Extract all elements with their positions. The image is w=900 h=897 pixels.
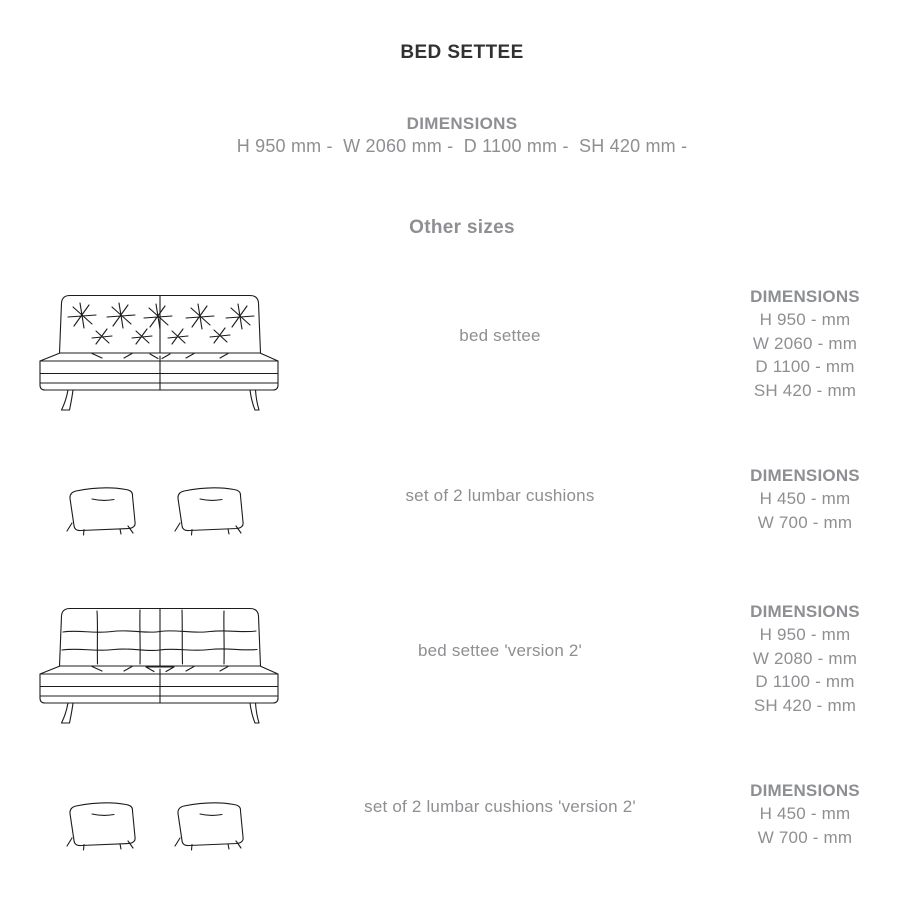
dimension-value: H 450 - mm bbox=[759, 489, 851, 509]
item-name: set of 2 lumbar cushions bbox=[405, 486, 595, 505]
item-dimensions-heading: DIMENSIONS bbox=[750, 287, 860, 306]
bed-settee-v2-drawing bbox=[34, 603, 294, 728]
item-dimensions bbox=[723, 285, 887, 402]
dimensions-values: H 950 mm - W 2060 mm - D 1100 mm - SH 420 mm - bbox=[236, 136, 688, 156]
page-title: BED SETTEE bbox=[400, 42, 524, 63]
item-dimensions-heading: DIMENSIONS bbox=[750, 781, 860, 800]
dimension-value: SH 420 - mm bbox=[753, 380, 857, 400]
bed-settee-drawing bbox=[34, 290, 294, 415]
lumbar-cushions-drawing bbox=[64, 481, 249, 539]
item-dimensions bbox=[723, 464, 887, 534]
item-dimensions-heading: DIMENSIONS bbox=[750, 602, 860, 621]
dimension-value: H 450 - mm bbox=[759, 804, 851, 824]
dimension-value: H 950 - mm bbox=[759, 310, 851, 330]
dimension-value: H 950 - mm bbox=[759, 625, 851, 645]
dimension-value: D 1100 - mm bbox=[755, 672, 855, 692]
item-dimensions bbox=[723, 779, 887, 849]
item-name: bed settee bbox=[459, 326, 541, 345]
item-name: set of 2 lumbar cushions 'version 2' bbox=[364, 797, 636, 816]
dimension-value: W 700 - mm bbox=[757, 827, 853, 847]
item-name: bed settee 'version 2' bbox=[418, 641, 582, 660]
dimension-value: W 2060 - mm bbox=[752, 333, 858, 353]
item-dimensions bbox=[723, 600, 887, 717]
item-dimensions-heading: DIMENSIONS bbox=[750, 466, 860, 485]
other-sizes-heading: Other sizes bbox=[409, 217, 515, 238]
lumbar-cushions-v2-drawing bbox=[64, 796, 249, 854]
dimension-value: D 1100 - mm bbox=[755, 357, 855, 377]
dimensions-heading: DIMENSIONS bbox=[406, 114, 518, 133]
dimension-value: SH 420 - mm bbox=[753, 695, 857, 715]
dimension-value: W 700 - mm bbox=[757, 512, 853, 532]
dimension-value: W 2080 - mm bbox=[752, 648, 858, 668]
